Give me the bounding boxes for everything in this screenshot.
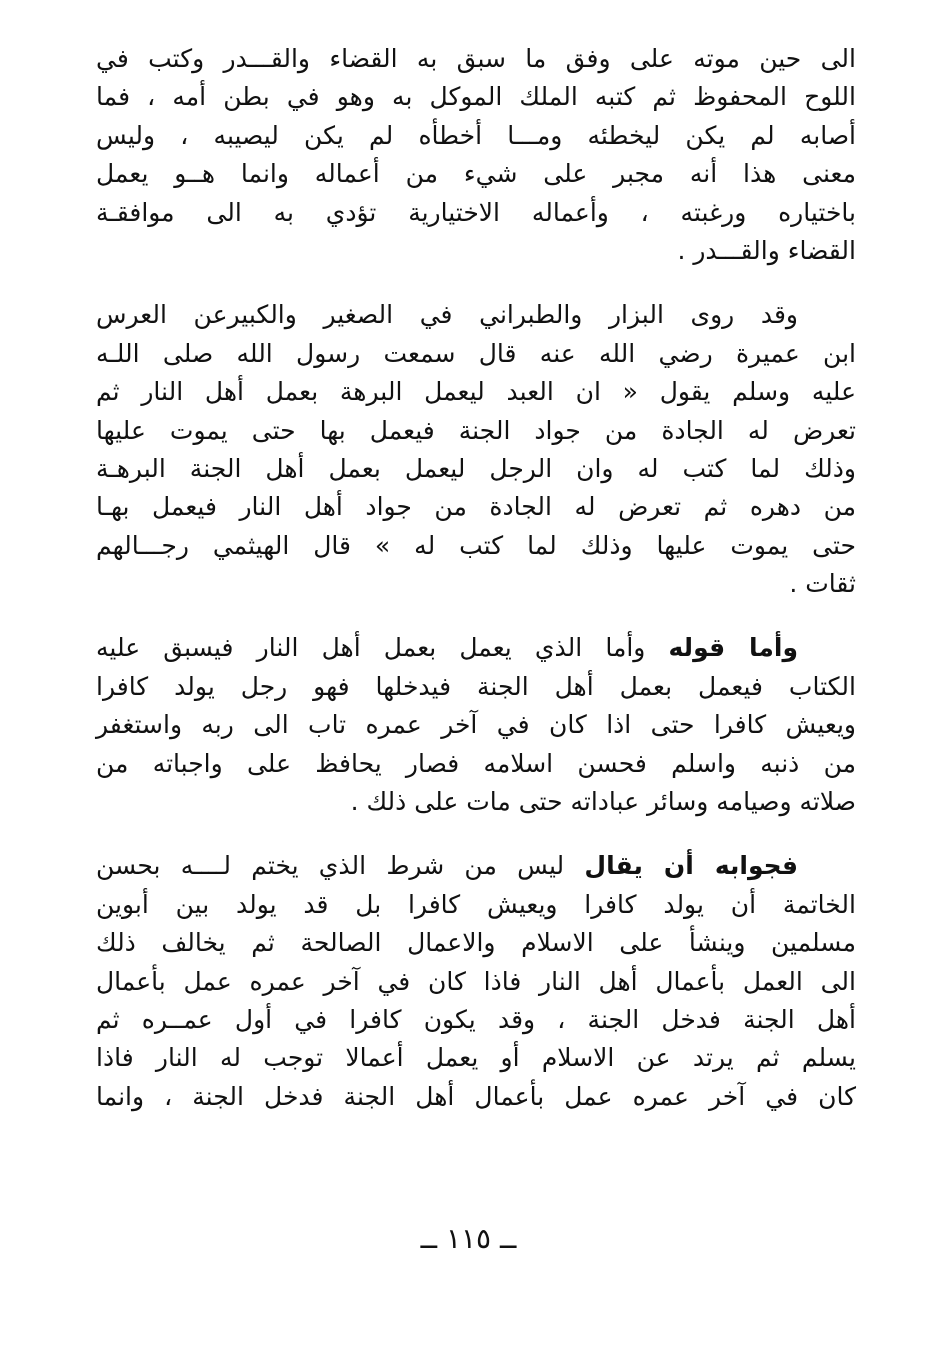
text-line: الخاتمة أن يولد كافرا ويعيش كافرا بل قد يولد بين أبوين: [96, 889, 856, 919]
paragraph-gap: [96, 603, 856, 629]
text-line: الى حين موته على وفق ما سبق به القضاء والقـــدر وكتب في: [96, 44, 856, 73]
page-body: [96, 40, 856, 1116]
text-line: تعرض له الجادة من جواد الجنة فيعمل بها حتى يموت عليها: [96, 415, 856, 445]
paragraph-1: [96, 40, 856, 270]
text-line: ويعيش كافرا حتى اذا كان في آخر عمره تاب الى ربه واستغفر: [96, 710, 856, 740]
text-line: ثقات .: [789, 569, 856, 599]
text-line: الى العمل بأعمال أهل النار فاذا كان في آخر عمره عمل بأعمال: [96, 966, 856, 996]
paragraph-gap: [96, 270, 856, 296]
text-line: يسلم ثم يرتد عن الاسلام أو يعمل أعمالا توجب له النار فاذا: [96, 1043, 856, 1073]
text-segment: ليس من شرط الذي يختم لــــه بحسن: [96, 851, 585, 881]
text-line: أهل الجنة فدخل الجنة ، وقد يكون كافرا في أول عمــره ثم: [96, 1004, 856, 1034]
text-line: باختياره ورغبته ، وأعماله الاختيارية تؤدي به الى موافقـة: [96, 197, 856, 227]
text-line: من ذنبه واسلم فحسن اسلامه فصار يحافظ على واجباته من: [96, 748, 856, 778]
text-line: كان في آخر عمره عمل بأعمال أهل الجنة فدخل الجنة ، وانما: [96, 1081, 856, 1111]
text-line: مسلمين وينشأ على الاسلام والاعمال الصالحة ثم يخالف ذلك: [96, 928, 856, 958]
lead-phrase: وأما قوله: [668, 633, 798, 663]
text-line: القضاء والقـــدر .: [677, 235, 856, 265]
text-line: [96, 847, 856, 885]
text-line: حتى يموت عليها وذلك لما كتب له » قال الهيثمي رجـــالهم: [96, 530, 856, 560]
text-line: الكتاب فيعمل بعمل أهل الجنة فيدخلها فهو رجل يولد كافرا: [96, 671, 856, 701]
paragraph-4: [96, 847, 856, 1116]
lead-phrase: فجوابه أن يقال: [584, 851, 798, 881]
paragraph-3: [96, 629, 856, 821]
text-line: أصابه لم يكن ليخطئه ومـــا أخطأه لم يكن ليصيبه ، وليس: [96, 120, 856, 150]
page-number: ــ ١١٥ ــ: [420, 1222, 517, 1255]
text-line: اللوح المحفوظ ثم كتبه الملك الموكل به وهو في بطن أمه ، فما: [96, 82, 856, 112]
text-line: معنى هذا أنه مجبر على شيء من أعماله وانما هــو يعمل: [96, 159, 856, 189]
text-line: عليه وسلم يقول « ان العبد ليعمل البرهة بعمل أهل النار ثم: [96, 377, 856, 407]
text-line: من دهره ثم تعرض له الجادة من جواد أهل النار فيعمل بهـا: [96, 492, 856, 522]
paragraph-gap: [96, 821, 856, 847]
text-line: وذلك لما كتب له وان الرجل ليعمل بعمل أهل الجنة البرهـة: [96, 453, 856, 483]
paragraph-2: [96, 296, 856, 603]
text-line: صلاته وصيامه وسائر عباداته حتى مات على ذلك .: [350, 787, 856, 817]
text-line: وقد روى البزار والطبراني في الصغير والكبيرعن العرس: [96, 300, 798, 330]
text-segment: وأما الذي يعمل بعمل أهل النار فيسبق عليه: [96, 633, 669, 663]
text-line: [96, 629, 856, 667]
text-line: ابن عميرة رضي الله عنه قال سمعت رسول الله صلى اللـه: [96, 338, 856, 368]
